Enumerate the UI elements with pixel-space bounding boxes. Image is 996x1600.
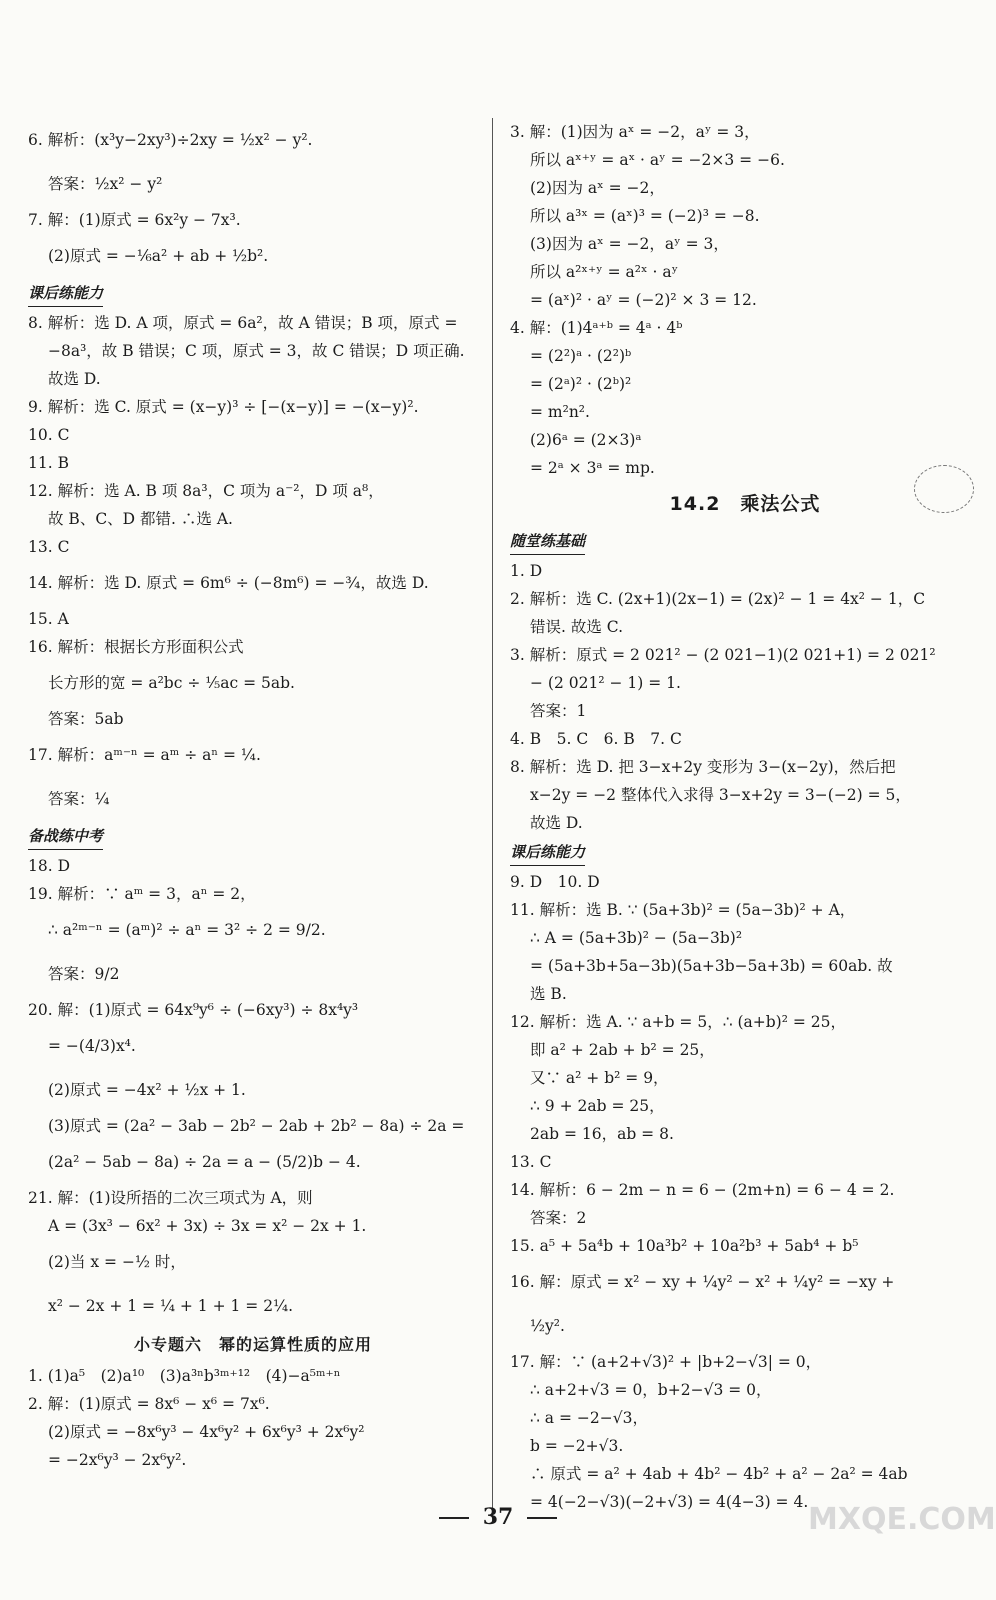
answer-line: = (2²)ᵃ · (2²)ᵇ <box>530 347 632 365</box>
answer-line: ∴ A = (5a+3b)² − (5a−3b)² <box>530 929 743 947</box>
answer-line: ∴ 原式 = a² + 4ab + 4b² − 4b² + a² − 2a² = 4ab <box>530 1465 908 1483</box>
answer-line: 6. 解析：(x³y−2xy³)÷2xy = ½x² − y². <box>28 131 313 149</box>
page-number-text: 37 <box>482 1504 514 1530</box>
answer-line: b = −2+√3. <box>530 1437 624 1455</box>
section-wrapper <box>510 837 980 868</box>
answer-line: 13. C <box>28 538 70 556</box>
answer-line: (2)原式 = −8x⁶y³ − 4x⁶y² + 6x⁶y³ + 2x⁶y² <box>48 1423 365 1441</box>
answer-line: 又∵ a² + b² = 9， <box>530 1069 669 1087</box>
answer-line: A = (3x³ − 6x² + 3x) ÷ 3x = x² − 2x + 1. <box>48 1217 367 1235</box>
answer-line: 11. 解析：选 B. ∵ (5a+3b)² = (5a−3b)² + A， <box>510 901 856 919</box>
answer-line: 16. 解：原式 = x² − xy + ¼y² − x² + ¼y² = −xy + <box>510 1273 895 1291</box>
answer-line: = −(4/3)x⁴. <box>48 1037 136 1055</box>
answer-line: (2a² − 5ab − 8a) ÷ 2a = a − (5/2)b − 4. <box>48 1153 361 1171</box>
section-wrapper <box>28 278 478 309</box>
answer-line: 答案：5ab <box>48 710 124 728</box>
answer-line: 21. 解：(1)设所捂的二次三项式为 A，则 <box>28 1189 313 1207</box>
answer-line: 选 B. <box>530 985 567 1003</box>
answer-line: ∴ a²ᵐ⁻ⁿ = (aᵐ)² ÷ aⁿ = 3² ÷ 2 = 9/2. <box>48 921 326 939</box>
answer-line: (2)因为 aˣ = −2， <box>530 179 665 197</box>
answer-line: 4. B 5. C 6. B 7. C <box>510 730 682 748</box>
answer-line: (2)当 x = −½ 时， <box>48 1253 186 1271</box>
answer-line: (2)原式 = −4x² + ½x + 1. <box>48 1081 246 1099</box>
answer-line: 3. 解析：原式 = 2 021² − (2 021−1)(2 021+1) = 2 021² <box>510 646 936 664</box>
answer-line: ∴ a = −2−√3， <box>530 1409 648 1427</box>
left-column <box>28 118 478 1474</box>
section-label: 课后练能力 <box>510 839 585 866</box>
answer-line: 3. 解：(1)因为 aˣ = −2，aʸ = 3， <box>510 123 760 141</box>
answer-line: = 2ᵃ × 3ᵃ = mp. <box>530 459 655 477</box>
answer-line: 所以 aˣ⁺ʸ = aˣ · aʸ = −2×3 = −6. <box>530 151 785 169</box>
answer-line: 2. 解：(1)原式 = 8x⁶ − x⁶ = 7x⁶. <box>28 1395 270 1413</box>
answer-line: 10. C <box>28 426 70 444</box>
stamp-icon <box>914 465 974 513</box>
answer-line: 所以 a²ˣ⁺ʸ = a²ˣ · aʸ <box>530 263 679 281</box>
answer-line: 12. 解析：选 A. ∵ a+b = 5，∴ (a+b)² = 25， <box>510 1013 847 1031</box>
answer-line: = (5a+3b+5a−3b)(5a+3b−5a+3b) = 60ab. 故 <box>530 957 893 975</box>
answer-line: = (2ᵃ)² · (2ᵇ)² <box>530 375 632 393</box>
answer-line: 故选 D. <box>48 370 101 388</box>
answer-line: −8a³，故 B 错误；C 项，原式 = 3，故 C 错误；D 项正确. <box>48 342 465 360</box>
answer-line: = m²n². <box>530 403 590 421</box>
answer-line: = (aˣ)² · aʸ = (−2)² × 3 = 12. <box>530 291 757 309</box>
answer-line: (3)因为 aˣ = −2，aʸ = 3， <box>530 235 729 253</box>
watermark: MXQE.COM <box>808 1502 996 1537</box>
answer-line: 答案：9/2 <box>48 965 120 983</box>
answer-line: ∴ 9 + 2ab = 25， <box>530 1097 665 1115</box>
answer-line: 答案：2 <box>530 1209 587 1227</box>
section-wrapper <box>28 821 478 852</box>
answer-line: 错误. 故选 C. <box>530 618 624 636</box>
topic-heading: 小专题六 幂的运算性质的应用 <box>133 1335 372 1354</box>
answer-line: 2ab = 16，ab = 8. <box>530 1125 674 1143</box>
answer-line: 12. 解析：选 A. B 项 8a³，C 项为 a⁻²，D 项 a⁸， <box>28 482 384 500</box>
answer-line: 9. 解析：选 C. 原式 = (x−y)³ ÷ [−(x−y)] = −(x−y)². <box>28 398 419 416</box>
answer-line: 故 B、C、D 都错. ∴选 A. <box>48 510 233 528</box>
answer-line: = 4(−2−√3)(−2+√3) = 4(4−3) = 4. <box>530 1493 809 1511</box>
answer-line: ½y². <box>530 1317 565 1335</box>
section-wrapper <box>510 526 980 557</box>
section-label: 课后练能力 <box>28 280 103 307</box>
answer-line: 16. 解析：根据长方形面积公式 <box>28 638 244 656</box>
answer-line: 14. 解析：6 − 2m − n = 6 − (2m+n) = 6 − 4 = 2. <box>510 1181 895 1199</box>
answer-line: 11. B <box>28 454 69 472</box>
section-label: 随堂练基础 <box>510 528 585 555</box>
answer-line: x−2y = −2 整体代入求得 3−x+2y = 3−(−2) = 5， <box>530 786 911 804</box>
answer-line: 1. (1)a⁵ (2)a¹⁰ (3)a³ⁿb³ᵐ⁺¹² (4)−a⁵ᵐ⁺ⁿ <box>28 1367 341 1385</box>
answer-line: 2. 解析：选 C. (2x+1)(2x−1) = (2x)² − 1 = 4x² − 1，C <box>510 590 926 608</box>
answer-line: 8. 解析：选 D. A 项，原式 = 6a²，故 A 错误；B 项，原式 = <box>28 314 458 332</box>
answer-line: 9. D 10. D <box>510 873 600 891</box>
answer-line: 14. 解析：选 D. 原式 = 6m⁶ ÷ (−8m⁶) = −¾，故选 D. <box>28 574 429 592</box>
answer-line: 13. C <box>510 1153 552 1171</box>
answer-line: (2)6ᵃ = (2×3)ᵃ <box>530 431 642 449</box>
column-divider <box>492 118 493 1523</box>
answer-line: 15. a⁵ + 5a⁴b + 10a³b² + 10a²b³ + 5ab⁴ + b⁵ <box>510 1237 859 1255</box>
answer-line: ∴ a+2+√3 = 0，b+2−√3 = 0， <box>530 1381 772 1399</box>
answer-line: (2)原式 = −⅙a² + ab + ½b². <box>48 247 269 265</box>
answer-line: 20. 解：(1)原式 = 64x⁹y⁶ ÷ (−6xy³) ÷ 8x⁴y³ <box>28 1001 359 1019</box>
answer-line: 所以 a³ˣ = (aˣ)³ = (−2)³ = −8. <box>530 207 760 225</box>
section-label: 备战练中考 <box>28 823 103 850</box>
answer-line: (3)原式 = (2a² − 3ab − 2b² − 2ab + 2b² − 8a) ÷ 2a = <box>48 1117 465 1135</box>
answer-line: 8. 解析：选 D. 把 3−x+2y 变形为 3−(x−2y)，然后把 <box>510 758 896 776</box>
answer-line: 答案：1 <box>530 702 587 720</box>
answer-line: 15. A <box>28 610 69 628</box>
answer-line: 答案：¼ <box>48 790 110 808</box>
answer-line: − (2 021² − 1) = 1. <box>530 674 681 692</box>
chapter-heading: 14.2 乘法公式 <box>669 493 821 515</box>
answer-line: 答案：½x² − y² <box>48 175 163 193</box>
answer-line: x² − 2x + 1 = ¼ + 1 + 1 = 2¼. <box>48 1297 294 1315</box>
answer-line: 7. 解：(1)原式 = 6x²y − 7x³. <box>28 211 241 229</box>
answer-line: 长方形的宽 = a²bc ÷ ⅕ac = 5ab. <box>48 674 295 692</box>
answer-line: 18. D <box>28 857 71 875</box>
answer-line: 17. 解：∵ (a+2+√3)² + |b+2−√3| = 0， <box>510 1353 822 1371</box>
answer-line: 17. 解析：aᵐ⁻ⁿ = aᵐ ÷ aⁿ = ¼. <box>28 746 261 764</box>
right-column <box>510 118 980 1516</box>
answer-line: 故选 D. <box>530 814 583 832</box>
answer-line: 19. 解析：∵ aᵐ = 3，aⁿ = 2， <box>28 885 256 903</box>
answer-line: = −2x⁶y³ − 2x⁶y². <box>48 1451 187 1469</box>
answer-line: 4. 解：(1)4ᵃ⁺ᵇ = 4ᵃ · 4ᵇ <box>510 319 683 337</box>
answer-line: 1. D <box>510 562 543 580</box>
answer-line: 即 a² + 2ab + b² = 25， <box>530 1041 715 1059</box>
